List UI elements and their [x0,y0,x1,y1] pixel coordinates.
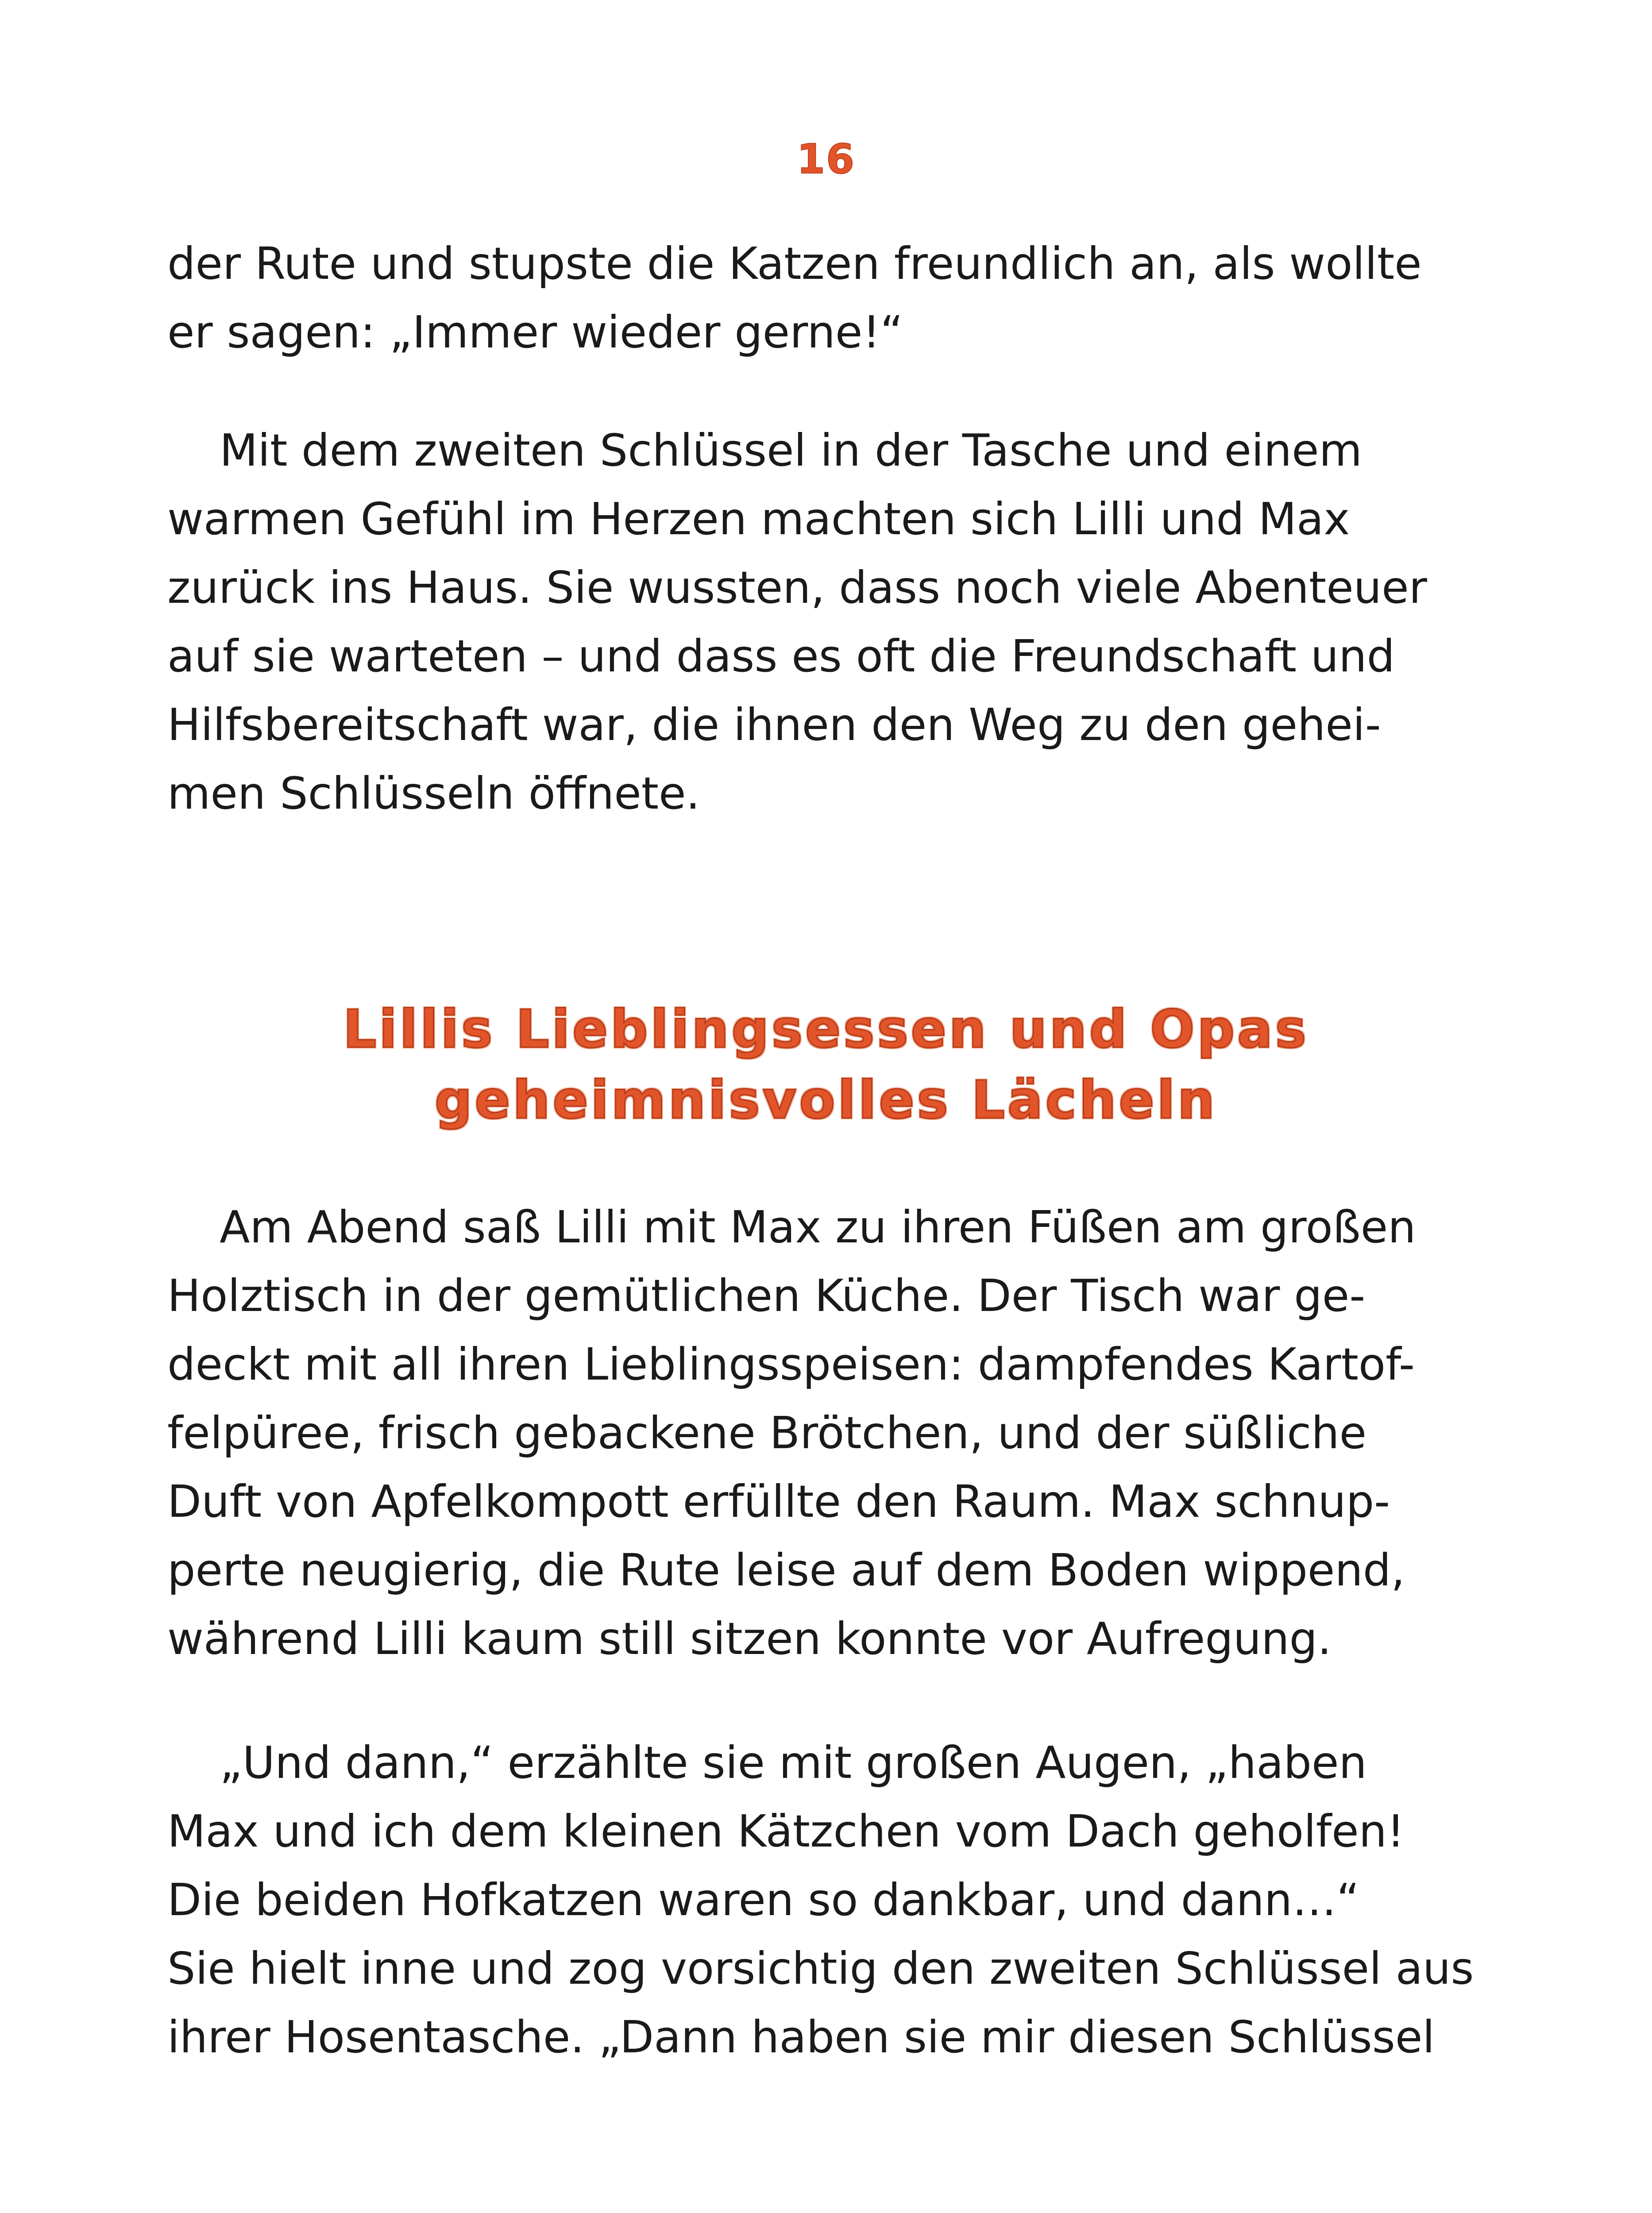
page-number: 16 [796,135,856,183]
text-line: Die beiden Hofkatzen waren so dankbar, und dann…“ [167,1874,1360,1926]
text-line: ihrer Hosentasche. „Dann haben sie mir diesen Schlüssel [167,2011,1435,2063]
paragraph [167,1728,1495,2071]
text-line: men Schlüsseln öffnete. [167,767,700,819]
paragraph [167,416,1495,828]
text-line: Holztisch in der gemütlichen Küche. Der Tisch war ge- [167,1270,1366,1322]
text-line: Duft von Apfelkompott erfüllte den Raum. Max schnup- [167,1476,1390,1527]
paragraph-continuation [167,229,1495,366]
chapter-heading-line: geheimnisvolles Lächeln [434,1069,1218,1130]
text-line: felpüree, frisch gebackene Brötchen, und der süßliche [167,1407,1367,1459]
chapter-heading [0,994,1652,1135]
text-line: der Rute und stupste die Katzen freundlich an, als wollte [167,238,1422,289]
text-line: zurück ins Haus. Sie wussten, dass noch viele Abenteuer [167,562,1427,613]
text-line: Max und ich dem kleinen Kätzchen vom Dach geholfen! [167,1805,1405,1857]
text-line: Mit dem zweiten Schlüssel in der Tasche und einem [220,424,1363,476]
text-line: „Und dann,“ erzählte sie mit großen Augen, „haben [220,1737,1367,1789]
text-line: warmen Gefühl im Herzen machten sich Lilli und Max [167,493,1350,545]
paragraph [167,1193,1495,1673]
text-line: Sie hielt inne und zog vorsichtig den zweiten Schlüssel aus [167,1943,1474,1994]
text-line: Am Abend saß Lilli mit Max zu ihren Füßen am großen [220,1201,1416,1253]
text-line: Hilfsbereitschaft war, die ihnen den Weg zu den gehei- [167,699,1381,751]
text-line: perte neugierig, die Rute leise auf dem Boden wippend, [167,1544,1405,1596]
text-line: während Lilli kaum still sitzen konnte vor Aufregung. [167,1613,1332,1665]
chapter-heading-line: Lillis Lieblingsessen und Opas [343,999,1309,1060]
text-line: deckt mit all ihren Lieblingsspeisen: dampfendes Kartof- [167,1338,1415,1390]
text-line: er sagen: „Immer wieder gerne!“ [167,306,903,358]
text-line: auf sie warteten – und dass es oft die Freundschaft und [167,630,1395,682]
